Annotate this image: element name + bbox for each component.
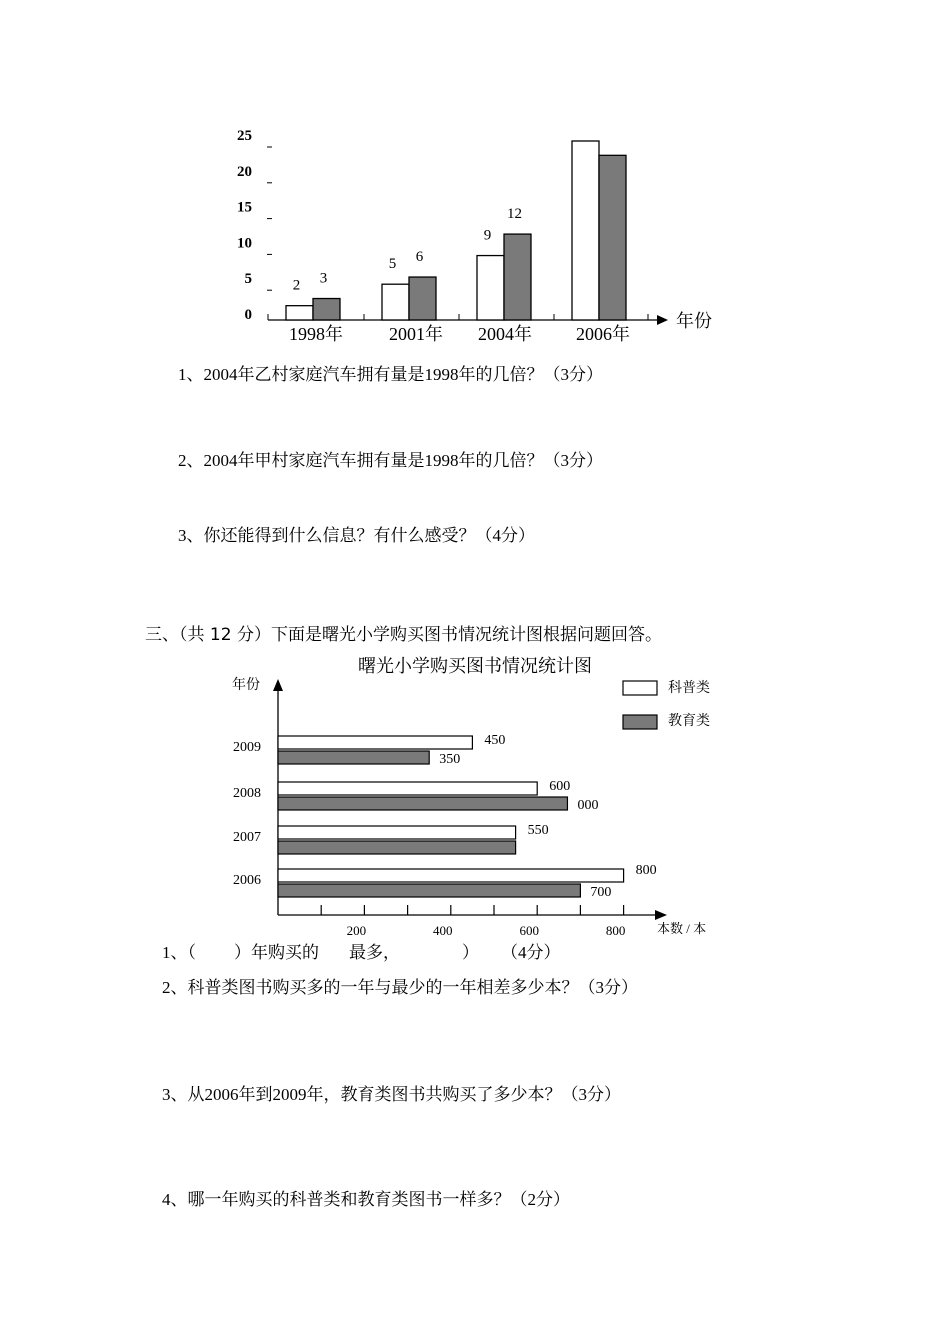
category-label: 2009 (233, 740, 261, 755)
data-label: 9 (483, 227, 492, 244)
question-1-1: 1、2004年乙村家庭汽车拥有量是1998年的几倍？（3分） (178, 365, 603, 384)
bar-2009-科普类 (278, 736, 472, 749)
legend-label-education: 教育类 (668, 714, 710, 729)
category-label: 2006 (233, 873, 261, 888)
section-3-heading: 三、（共 12 分）下面是曙光小学购买图书情况统计图根据问题回答。 (145, 625, 662, 645)
data-label: 350 (439, 752, 461, 767)
chart-title: 曙光小学购买图书情况统计图 (358, 656, 592, 676)
y-tick-label: 20 (237, 163, 252, 180)
q1-tail: 最多， (349, 943, 400, 962)
x-tick-label: 600 (519, 923, 539, 938)
x-axis-label: 年份 (676, 311, 712, 331)
question-2-2: 2、科普类图书购买多的一年与最少的一年相差多少本？（3分） (162, 978, 638, 997)
bar-2001年-s1 (382, 284, 409, 320)
x-tick-label: 200 (346, 923, 367, 938)
data-label: 5 (388, 256, 397, 273)
x-tick-label: 2004年 (478, 324, 532, 344)
data-label: 000 (577, 798, 599, 813)
legend-swatch-science (623, 681, 657, 695)
data-label: 450 (484, 733, 506, 748)
y-axis-ticks (237, 128, 272, 323)
bar-2004年-s1 (477, 256, 504, 320)
car-ownership-chart (0, 0, 950, 360)
question-2-3: 3、从2006年到2009年，教育类图书共购买了多少本？（3分） (162, 1085, 621, 1104)
bar-1998年-s2 (313, 299, 340, 320)
data-label: 2 (292, 277, 301, 294)
data-label: 6 (415, 249, 424, 266)
data-label: 600 (549, 779, 571, 794)
question-1-2: 2、2004年甲村家庭汽车拥有量是1998年的几倍？（3分） (178, 451, 603, 470)
q1-end: ） (462, 943, 479, 962)
bar-2009-教育类 (278, 751, 429, 764)
bar-1998年-s1 (286, 306, 313, 320)
x-axis-arrow (657, 315, 668, 325)
bar-2006-教育类 (278, 884, 580, 897)
x-tick-label: 2006年 (576, 324, 630, 344)
x-tick-label: 1998年 (289, 324, 343, 344)
legend-swatch-education (623, 715, 657, 729)
y-tick-label: 5 (244, 271, 252, 288)
bar-2001年-s2 (409, 277, 436, 320)
bar-2008-教育类 (278, 797, 567, 810)
data-label: 800 (635, 863, 657, 878)
y-tick-label: 15 (237, 199, 252, 216)
q1-blank-text: ）年购买的 (234, 943, 319, 962)
x-axis-arrow (655, 910, 667, 920)
bar-group (286, 141, 626, 320)
x-axis-label: 本数 / 本 (657, 921, 707, 936)
x-axis-ticks (321, 905, 625, 938)
data-label: 3 (319, 270, 328, 287)
category-label: 2008 (233, 786, 261, 801)
x-tick-label: 800 (605, 923, 626, 938)
data-label: 700 (590, 885, 612, 900)
x-tick-label: 400 (433, 923, 453, 938)
q1-prefix: 1、（ (162, 943, 196, 962)
y-axis-arrow (273, 679, 283, 691)
bar-2006年-s2 (599, 155, 626, 320)
data-label: 550 (527, 823, 549, 838)
book-purchase-chart (0, 640, 950, 950)
y-tick-label: 10 (237, 235, 252, 252)
category-label: 2007 (233, 830, 261, 845)
question-2-4: 4、哪一年购买的科普类和教育类图书一样多？（2分） (162, 1190, 570, 1209)
bar-2006-科普类 (278, 869, 624, 882)
bar-2007-科普类 (278, 826, 516, 839)
question-2-1 (162, 938, 561, 963)
data-label: 12 (507, 206, 522, 223)
y-tick-label: 0 (244, 307, 252, 323)
legend-label-science: 科普类 (668, 681, 710, 696)
bar-2007-教育类 (278, 841, 516, 854)
bar-2004年-s2 (504, 234, 531, 320)
bar-2008-科普类 (278, 782, 537, 795)
bar-2006年-s1 (572, 141, 599, 320)
q1-score: （4分） (501, 943, 561, 962)
question-1-3: 3、你还能得到什么信息？有什么感受？（4分） (178, 526, 535, 545)
x-tick-label: 2001年 (389, 324, 443, 344)
y-tick-label: 25 (237, 128, 252, 144)
y-axis-label: 年份 (232, 678, 260, 693)
category-labels (233, 740, 261, 888)
